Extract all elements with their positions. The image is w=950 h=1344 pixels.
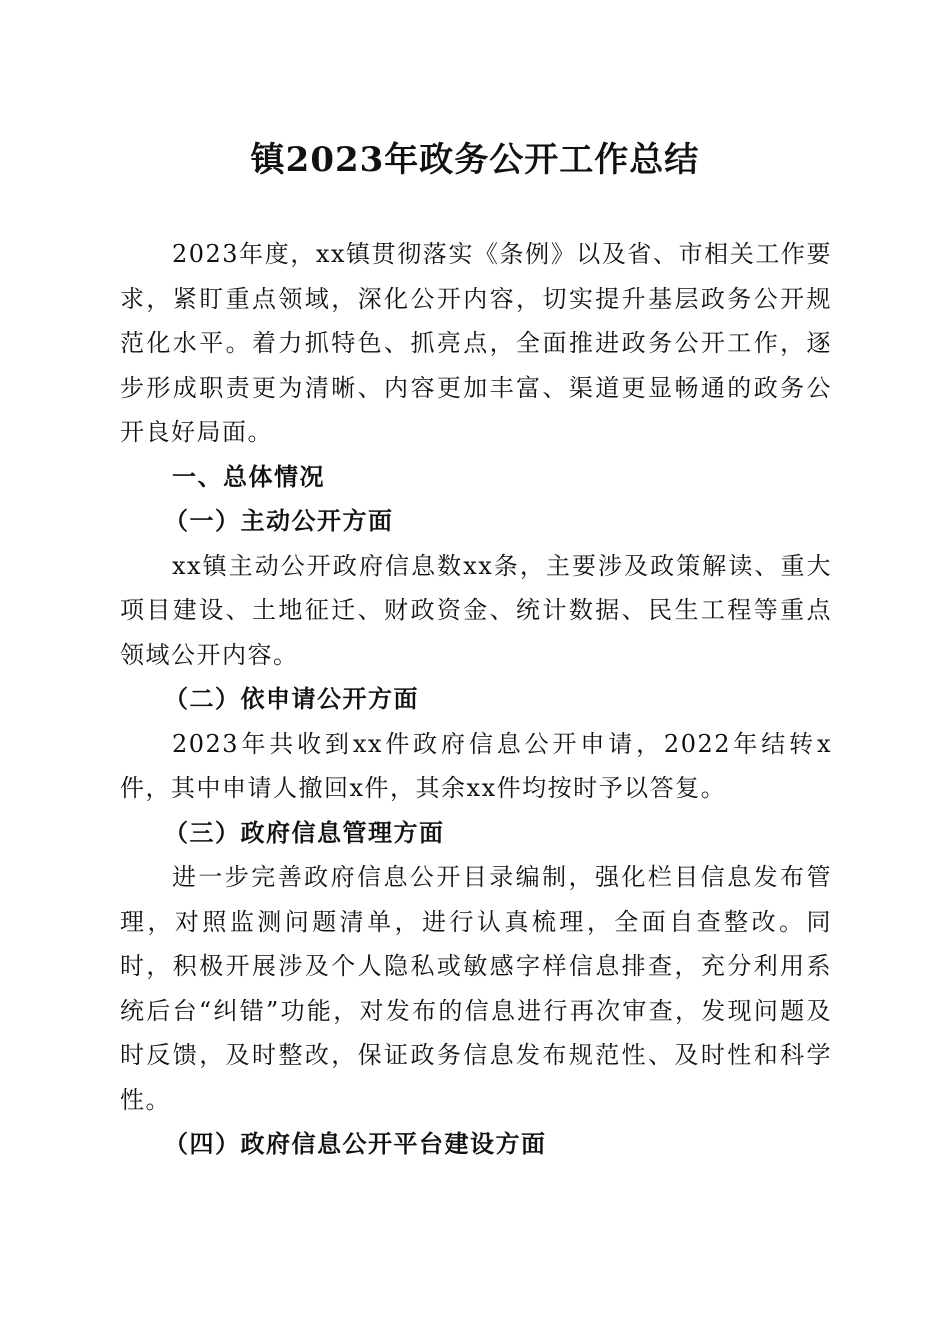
- intro-paragraph: 2023年度，xx镇贯彻落实《条例》以及省、市相关工作要求，紧盯重点领域，深化公开内容，切实提升基层政务公开规范化水平。着力抓特色、抓亮点，全面推进政务公开工作，逐步形成职责更为清晰、内容更加丰富、渠道更显畅通的政务公开良好局面。: [120, 240, 832, 446]
- application-paragraph: 2023年共收到xx件政府信息公开申请，2022年结转x件，其中申请人撤回x件，其余xx件均按时予以答复。: [120, 729, 832, 802]
- subsection-heading-platform: （四）政府信息公开平台建设方面: [164, 1129, 547, 1158]
- document-title: 镇2023年政务公开工作总结: [250, 140, 700, 180]
- proactive-paragraph: xx镇主动公开政府信息数xx条，主要涉及政策解读、重大项目建设、土地征迁、财政资金、统计数据、民生工程等重点领域公开内容。: [120, 551, 832, 669]
- subsection-heading-proactive: （一）主动公开方面: [164, 506, 394, 535]
- subsection-heading-application: （二）依申请公开方面: [164, 684, 419, 713]
- management-paragraph: 进一步完善政府信息公开目录编制，强化栏目信息发布管理，对照监测问题清单，进行认真梳理，全面自查整改。同时，积极开展涉及个人隐私或敏感字样信息排查，充分利用系统后台“纠错”功能，对发布的信息进行再次审查，发现问题及时反馈，及时整改，保证政务信息发布规范性、及时性和科学性。: [120, 863, 832, 1114]
- subsection-heading-management: （三）政府信息管理方面: [164, 817, 445, 847]
- document-body: [120, 232, 832, 1167]
- section-heading-overview: 一、总体情况: [172, 462, 325, 491]
